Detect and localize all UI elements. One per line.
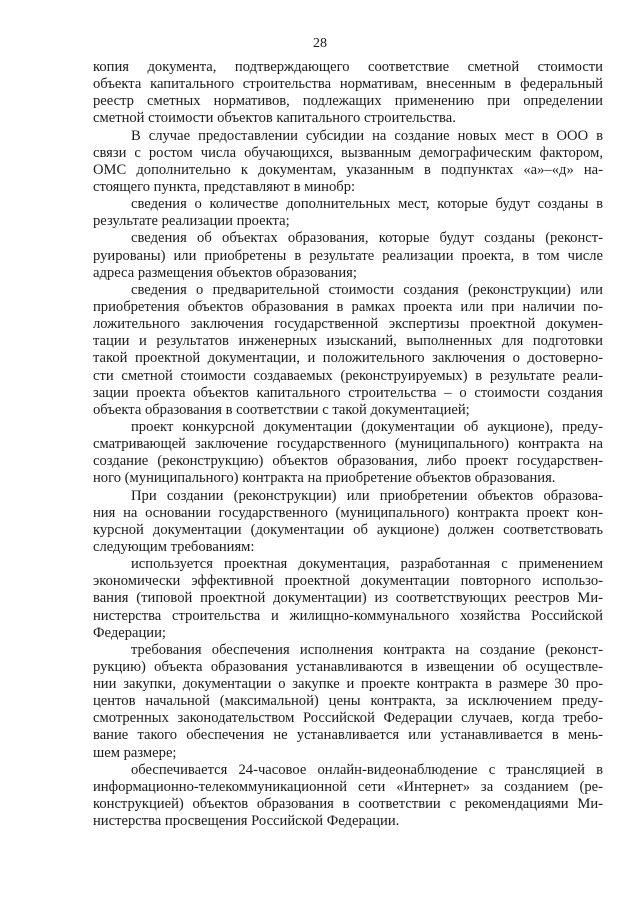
text-line: объекта образования в соответствии с такой документацией; — [93, 401, 470, 418]
text-line: требования обеспечения исполнения контракта на создание (реконст- — [131, 641, 603, 658]
text-line: такой проектной документации, и положительного заключения о достоверно- — [93, 350, 603, 367]
text-line: руированы) или приобретены в результате реализации проекта, в том числе — [93, 247, 603, 264]
text-line: экономически эффективной проектной документации повторного использо- — [93, 573, 603, 590]
text-line: результате реализации проекта; — [93, 213, 290, 230]
text-line: сведения об объектах образования, которые будут созданы (реконст- — [131, 230, 603, 247]
text-line: адреса размещения объектов образования; — [93, 264, 357, 281]
text-line: В случае предоставлении субсидии на создание новых мест в ООО в — [131, 127, 603, 144]
text-line: конструкцией) объектов образования в соответствии с рекомендациями Ми- — [93, 796, 603, 813]
text-line: нистерства строительства и жилищно-коммунального хозяйства Российской — [93, 607, 603, 624]
paragraph — [93, 230, 603, 281]
paragraph — [93, 196, 603, 230]
paragraph — [93, 556, 603, 642]
text-line: нии закупки, документации о закупке и проекте контракта в размере 30 про- — [93, 676, 603, 693]
text-line: Федерации; — [93, 624, 166, 641]
text-line: смотренных законодательством Российской Федерации случаев, когда требо- — [93, 710, 603, 727]
page-number: 28 — [313, 36, 327, 51]
text-line: приобретения объектов образования в рамках проекта или при наличии по- — [93, 298, 603, 315]
paragraph — [93, 419, 603, 488]
text-line: обеспечивается 24-часовое онлайн-видеонаблюдение с трансляцией в — [131, 761, 603, 778]
paragraph — [93, 762, 603, 831]
text-line: центов начальной (максимальной) цены контракта, за исключением преду- — [93, 693, 603, 710]
text-line: шем размере; — [93, 744, 177, 761]
text-line: ложительного заключения государственной экспертизы проектной докумен- — [93, 316, 603, 333]
text-line: сти сметной стоимости создаваемых (реконструируемых) в результате реали- — [93, 367, 603, 384]
text-line: сведения о количестве дополнительных мест, которые будут созданы в — [131, 196, 603, 213]
text-line: используется проектная документация, разработанная с применением — [131, 556, 603, 573]
text-line: реестр сметных нормативов, подлежащих применению при определении — [93, 93, 603, 110]
text-line: рукцию) объекта образования устанавливаются в извещении об осуществле- — [93, 658, 603, 675]
text-line: ного (муниципального) контракта на приобретение объектов образования. — [93, 470, 556, 487]
paragraph — [93, 59, 603, 128]
text-line: сведения о предварительной стоимости создания (реконструкции) или — [131, 281, 603, 298]
text-line: вание такого обеспечения не устанавливается или устанавливается в мень- — [93, 727, 603, 744]
text-line: ния на основании государственного (муниципального) контракта проект кон- — [93, 504, 603, 521]
text-line: курсной документации (документации об аукционе) должен соответствовать — [93, 521, 603, 538]
document-body — [93, 59, 603, 830]
text-line: нистерства просвещения Российской Федерации. — [93, 813, 400, 830]
text-line: создание (реконструкцию) объектов образования, либо проект государствен- — [93, 453, 603, 470]
text-line: стоящего пункта, представляют в минобр: — [93, 178, 356, 195]
text-line: зации проекта объектов капитального строительства – о стоимости создания — [93, 384, 603, 401]
text-line: При создании (реконструкции) или приобретении объектов образова- — [131, 487, 603, 504]
text-line: связи с ростом числа обучающихся, вызванным демографическим фактором, — [93, 144, 603, 161]
text-line: тации и результатов инженерных изысканий, выполненных для подготовки — [93, 333, 603, 350]
text-line: вания (типовой проектной документации) из соответствующих реестров Ми- — [93, 590, 603, 607]
paragraph — [93, 642, 603, 762]
text-line: проект конкурсной документации (документации об аукционе), преду- — [131, 418, 603, 435]
paragraph — [93, 128, 603, 197]
text-line: копия документа, подтверждающего соответствие сметной стоимости — [93, 59, 603, 75]
text-line: сметной стоимости объектов капитального строительства. — [93, 110, 456, 127]
text-line: информационно-телекоммуникационной сети «Интернет» за созданием (ре- — [93, 778, 603, 795]
text-line: ОМС дополнительно к документам, указанным в подпунктах «а»–«д» на- — [93, 161, 603, 178]
paragraph — [93, 282, 603, 419]
text-line: объекта капитального строительства нормативам, внесенным в федеральный — [93, 76, 603, 93]
paragraph — [93, 488, 603, 557]
text-line: следующим требованиям: — [93, 538, 255, 555]
text-line: сматривающей заключение государственного (муниципального) контракта на — [93, 436, 603, 453]
